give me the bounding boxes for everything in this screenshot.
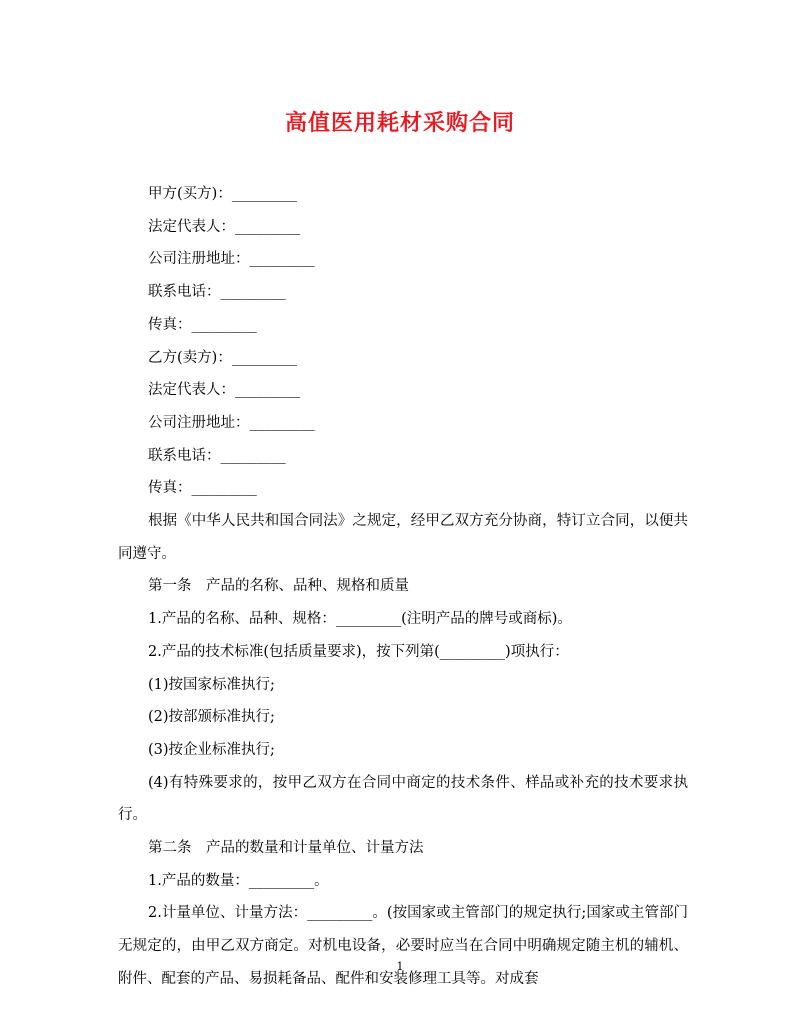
party-b-line: 乙方(卖方)：_________ xyxy=(148,349,298,366)
article-2-clause-2: 2.计量单位、计量方法：_________。(按国家或主管部门的规定执行;国家或主管部门无规定的，由甲乙双方商定。对机电设备，必要时应当在合同中明确规定随主机的辅机、附件、配套的产品、易损耗备品、配件和安装修理工具等。对成套 xyxy=(118,905,688,987)
preamble-paragraph: 根据《中华人民共和国合同法》之规定，经甲乙双方充分协商，特订立合同，以便共同遵守。 xyxy=(118,513,688,562)
article-1-option-3: (3)按企业标准执行; xyxy=(148,741,275,758)
article-1-heading: 第一条 产品的名称、品种、规格和质量 xyxy=(148,578,409,595)
party-b-address-line: 公司注册地址：_________ xyxy=(148,414,315,431)
document-body xyxy=(118,178,688,996)
party-a-fax-line: 传真：_________ xyxy=(148,316,257,333)
party-b-representative-line: 法定代表人：_________ xyxy=(148,382,301,399)
article-1-clause-2: 2.产品的技术标准(包括质量要求)，按下列第(_________)项执行： xyxy=(148,643,569,660)
article-1-option-4: (4)有特殊要求的，按甲乙双方在合同中商定的技术条件、样品或补充的技术要求执行。 xyxy=(118,774,688,824)
party-a-line: 甲方(买方)：_________ xyxy=(148,186,298,202)
article-1-option-1: (1)按国家标准执行; xyxy=(148,676,275,693)
party-a-phone-line: 联系电话：_________ xyxy=(148,284,286,301)
article-1-clause-1: 1.产品的名称、品种、规格：_________(注明产品的牌号或商标)。 xyxy=(148,611,572,628)
article-2-heading: 第二条 产品的数量和计量单位、计量方法 xyxy=(148,840,424,857)
document-title: 高值医用耗材采购合同 xyxy=(284,111,515,136)
article-2-clause-1: 1.产品的数量：_________。 xyxy=(148,872,329,889)
party-b-fax-line: 传真：_________ xyxy=(148,480,257,497)
party-a-representative-line: 法定代表人：_________ xyxy=(148,218,301,235)
article-1-option-2: (2)按部颁标准执行; xyxy=(148,709,275,726)
party-a-address-line: 公司注册地址：_________ xyxy=(148,251,315,268)
party-b-phone-line: 联系电话：_________ xyxy=(148,447,286,464)
page-number: 1 xyxy=(396,960,404,973)
